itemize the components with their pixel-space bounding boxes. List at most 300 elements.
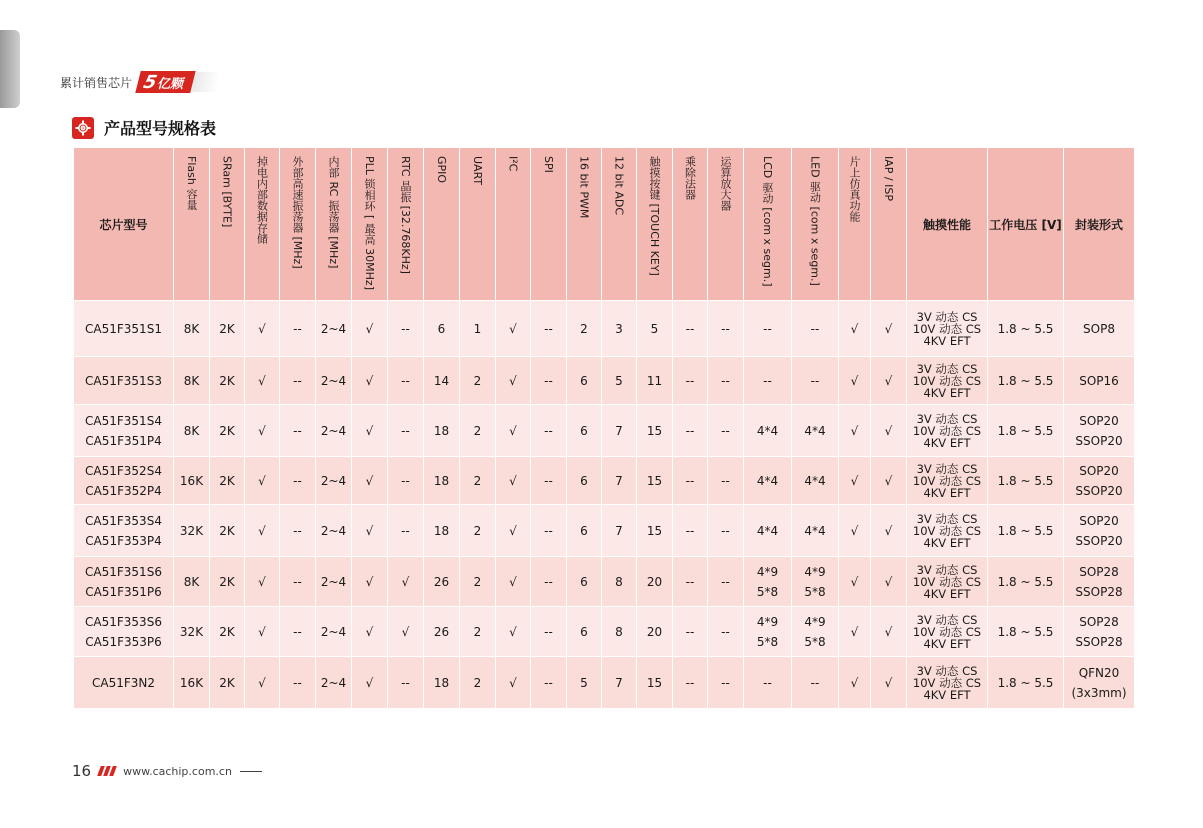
cell-i2c: √ <box>496 301 531 357</box>
cell-package <box>1064 607 1135 657</box>
cell-opamp: -- <box>708 557 744 607</box>
cell-ext-osc: -- <box>280 557 316 607</box>
cell-adc: 3 <box>602 301 637 357</box>
cell-touch-key: 15 <box>637 657 673 709</box>
cell-spi: -- <box>531 457 567 505</box>
cell-touch-perf-line: 3V 动态 CS <box>916 612 978 627</box>
cell-flash: 32K <box>174 607 210 657</box>
cell-led-line: -- <box>810 321 820 336</box>
cell-lcd-line: -- <box>763 675 772 690</box>
cell-rtc: √ <box>388 557 424 607</box>
cell-led <box>792 357 839 405</box>
cell-ext-osc: -- <box>280 607 316 657</box>
cell-touch-perf-line: 10V 动态 CS <box>912 624 982 639</box>
cell-touch-perf-line: 10V 动态 CS <box>912 321 982 336</box>
cell-touch-perf-line: 4KV EFT <box>923 535 971 550</box>
cell-pwm: 2 <box>567 301 602 357</box>
cell-touch-perf-line: 4KV EFT <box>923 586 971 601</box>
column-header: GPIO <box>424 148 460 301</box>
header <box>60 71 219 93</box>
cell-sram: 2K <box>210 301 245 357</box>
cell-ocd: √ <box>839 405 871 457</box>
cell-pwm: 6 <box>567 505 602 557</box>
cell-touch-key: 5 <box>637 301 673 357</box>
cell-uart: 2 <box>460 457 496 505</box>
cell-ext-osc: -- <box>280 505 316 557</box>
cell-touch-key: 20 <box>637 557 673 607</box>
cell-pll: √ <box>352 505 388 557</box>
cell-iap: √ <box>871 457 907 505</box>
cell-rc-osc: 2~4 <box>316 301 352 357</box>
stripes-logo-icon <box>99 766 115 776</box>
cell-voltage: 1.8 ~ 5.5 <box>988 557 1064 607</box>
cell-pwm: 6 <box>567 405 602 457</box>
table-row <box>74 357 1135 405</box>
cell-model-line: CA51F353P6 <box>85 634 162 649</box>
cell-opamp: -- <box>708 301 744 357</box>
cell-ocd: √ <box>839 457 871 505</box>
column-header: 内部 RC 振荡器 [MHz] <box>316 148 352 301</box>
cell-spi: -- <box>531 357 567 405</box>
cell-flash: 16K <box>174 457 210 505</box>
cell-gpio: 6 <box>424 301 460 357</box>
cell-model-line: CA51F351S3 <box>85 373 162 388</box>
cell-muldiv: -- <box>673 557 708 607</box>
cell-lcd-line: 4*4 <box>756 423 779 438</box>
cell-pwm: 5 <box>567 657 602 709</box>
badge-text: 亿颗 <box>156 76 186 92</box>
cell-pwm: 6 <box>567 457 602 505</box>
cell-led-line: -- <box>810 675 820 690</box>
cell-spi: -- <box>531 301 567 357</box>
cell-touch-perf-line: 4KV EFT <box>923 485 971 500</box>
cell-rtc: -- <box>388 657 424 709</box>
cell-opamp: -- <box>708 657 744 709</box>
cell-gpio: 18 <box>424 457 460 505</box>
gear-icon <box>72 117 94 139</box>
cell-flash: 8K <box>174 357 210 405</box>
cell-spi: -- <box>531 505 567 557</box>
cell-lcd <box>744 301 792 357</box>
cell-touch-perf <box>907 405 988 457</box>
cell-touch-key: 20 <box>637 607 673 657</box>
cell-muldiv: -- <box>673 657 708 709</box>
cell-spi: -- <box>531 557 567 607</box>
cell-i2c: √ <box>496 557 531 607</box>
website-url: www.cachip.com.cn <box>123 764 232 778</box>
cell-pll: √ <box>352 607 388 657</box>
cell-touch-perf <box>907 505 988 557</box>
column-header: 片上仿真功能 <box>839 148 871 301</box>
cell-pll: √ <box>352 557 388 607</box>
column-header: 触摸性能 <box>907 148 988 301</box>
cell-touch-perf-line: 4KV EFT <box>923 333 971 348</box>
cell-pll: √ <box>352 357 388 405</box>
cell-touch-perf-line: 4KV EFT <box>923 687 971 702</box>
column-header: 16 bit PWM <box>567 148 602 301</box>
cell-lcd <box>744 657 792 709</box>
cell-lcd-line: 5*8 <box>756 634 779 649</box>
cell-lcd <box>744 505 792 557</box>
cell-touch-key: 11 <box>637 357 673 405</box>
spec-table <box>73 147 1135 709</box>
cell-led-line: 4*9 <box>804 564 826 579</box>
cell-rtc: √ <box>388 607 424 657</box>
cell-uart: 2 <box>460 607 496 657</box>
column-header: 工作电压 [V] <box>988 148 1064 301</box>
cell-model-line: CA51F353P4 <box>85 533 162 548</box>
cell-rc-osc: 2~4 <box>316 457 352 505</box>
cell-adc: 8 <box>602 557 637 607</box>
cell-muldiv: -- <box>673 457 708 505</box>
cell-package <box>1064 505 1135 557</box>
cell-package <box>1064 357 1135 405</box>
cell-package-line: SSOP20 <box>1075 533 1123 548</box>
cell-package-line: (3x3mm) <box>1071 685 1127 700</box>
cell-led-line: 5*8 <box>804 634 826 649</box>
table-row <box>74 301 1135 357</box>
cell-model-line: CA51F351P6 <box>85 584 162 599</box>
cell-model-line: CA51F351S4 <box>85 413 162 428</box>
cell-lcd-line: 4*9 <box>756 614 779 629</box>
cell-muldiv: -- <box>673 505 708 557</box>
page-number: 16 <box>72 762 92 780</box>
cell-touch-perf-line: 3V 动态 CS <box>916 663 978 678</box>
cell-iap: √ <box>871 405 907 457</box>
cell-led-line: 4*4 <box>804 523 826 538</box>
cell-touch-perf-line: 4KV EFT <box>923 385 971 400</box>
cell-sram: 2K <box>210 557 245 607</box>
cell-touch-perf-line: 10V 动态 CS <box>912 523 982 538</box>
divider <box>240 771 262 772</box>
cell-ext-osc: -- <box>280 457 316 505</box>
cell-rc-osc: 2~4 <box>316 357 352 405</box>
column-header: SRam [BYTE] <box>210 148 245 301</box>
cell-spi: -- <box>531 657 567 709</box>
cell-model-line: CA51F352S4 <box>85 463 162 478</box>
cell-led <box>792 557 839 607</box>
cell-sram: 2K <box>210 405 245 457</box>
cell-pwm: 6 <box>567 557 602 607</box>
table-row <box>74 405 1135 457</box>
column-header: 12 bit ADC <box>602 148 637 301</box>
cell-uart: 2 <box>460 557 496 607</box>
cell-lcd-line: 4*4 <box>756 473 779 488</box>
cell-rc-osc: 2~4 <box>316 657 352 709</box>
column-header: 运算放大器 <box>708 148 744 301</box>
cell-package-line: QFN20 <box>1078 665 1120 680</box>
cell-muldiv: -- <box>673 607 708 657</box>
cell-model <box>74 557 174 607</box>
cell-led-line: 5*8 <box>804 584 826 599</box>
cell-ext-osc: -- <box>280 657 316 709</box>
cell-led <box>792 405 839 457</box>
badge-tail-decoration <box>190 72 221 92</box>
cell-i2c: √ <box>496 657 531 709</box>
cell-flash: 8K <box>174 405 210 457</box>
cell-package-line: SSOP28 <box>1075 634 1123 649</box>
cell-lcd-line: -- <box>763 321 772 336</box>
cell-i2c: √ <box>496 457 531 505</box>
cell-adc: 7 <box>602 457 637 505</box>
column-header: LCD 驱动 [com x segm.] <box>744 148 792 301</box>
cell-touch-perf-line: 10V 动态 CS <box>912 423 982 438</box>
cell-iap: √ <box>871 557 907 607</box>
column-header: 乘除法器 <box>673 148 708 301</box>
cell-uart: 2 <box>460 505 496 557</box>
cell-package <box>1064 405 1135 457</box>
cell-opamp: -- <box>708 357 744 405</box>
column-header: Flash 容量 <box>174 148 210 301</box>
cell-model <box>74 301 174 357</box>
cell-touch-key: 15 <box>637 457 673 505</box>
cell-rtc: -- <box>388 357 424 405</box>
cell-uart: 1 <box>460 301 496 357</box>
cell-i2c: √ <box>496 607 531 657</box>
cell-voltage: 1.8 ~ 5.5 <box>988 607 1064 657</box>
cell-package <box>1064 457 1135 505</box>
cell-eeprom: √ <box>245 505 280 557</box>
table-row <box>74 457 1135 505</box>
column-header: RTC 晶振 [32.768KHz] <box>388 148 424 301</box>
column-header: PLL 锁相环 [ 最高 30MHz] <box>352 148 388 301</box>
cell-ext-osc: -- <box>280 357 316 405</box>
cell-ocd: √ <box>839 505 871 557</box>
cell-led <box>792 301 839 357</box>
table-row <box>74 557 1135 607</box>
cell-gpio: 18 <box>424 657 460 709</box>
column-header: SPI <box>531 148 567 301</box>
cell-i2c: √ <box>496 357 531 405</box>
cell-i2c: √ <box>496 405 531 457</box>
page-title: 产品型号规格表 <box>104 119 217 138</box>
cell-sram: 2K <box>210 505 245 557</box>
cell-package-line: SOP28 <box>1079 564 1119 579</box>
cell-package-line: SOP20 <box>1079 463 1119 478</box>
column-header: IAP / ISP <box>871 148 907 301</box>
cell-package <box>1064 557 1135 607</box>
table-row <box>74 505 1135 557</box>
cell-touch-key: 15 <box>637 405 673 457</box>
cell-flash: 32K <box>174 505 210 557</box>
cell-led-line: 4*9 <box>804 614 826 629</box>
cell-iap: √ <box>871 505 907 557</box>
cell-uart: 2 <box>460 405 496 457</box>
cell-eeprom: √ <box>245 457 280 505</box>
cell-touch-perf-line: 4KV EFT <box>923 435 971 450</box>
sales-badge <box>135 71 195 93</box>
cell-muldiv: -- <box>673 301 708 357</box>
cell-ocd: √ <box>839 357 871 405</box>
column-header: 外部高速振荡器 [MHz] <box>280 148 316 301</box>
cell-lcd-line: 4*9 <box>756 564 779 579</box>
cell-i2c: √ <box>496 505 531 557</box>
cell-muldiv: -- <box>673 405 708 457</box>
cell-touch-key: 15 <box>637 505 673 557</box>
cell-opamp: -- <box>708 505 744 557</box>
cell-model-line: CA51F351S6 <box>85 564 162 579</box>
cell-pll: √ <box>352 405 388 457</box>
cell-touch-perf-line: 10V 动态 CS <box>912 574 982 589</box>
cell-ext-osc: -- <box>280 405 316 457</box>
cell-flash: 8K <box>174 557 210 607</box>
column-header: 触摸按键 [TOUCH KEY] <box>637 148 673 301</box>
cell-lcd <box>744 607 792 657</box>
cell-model-line: CA51F353S6 <box>85 614 162 629</box>
cell-touch-perf-line: 3V 动态 CS <box>916 361 978 376</box>
cell-package-line: SOP20 <box>1079 413 1119 428</box>
cell-flash: 16K <box>174 657 210 709</box>
cell-package-line: SSOP20 <box>1075 433 1123 448</box>
column-header: 掉电内部数据存储 <box>245 148 280 301</box>
cell-rc-osc: 2~4 <box>316 557 352 607</box>
cell-eeprom: √ <box>245 557 280 607</box>
cell-touch-perf <box>907 657 988 709</box>
cell-touch-perf-line: 10V 动态 CS <box>912 473 982 488</box>
cell-touch-perf-line: 3V 动态 CS <box>916 461 978 476</box>
cell-sram: 2K <box>210 657 245 709</box>
cell-spi: -- <box>531 405 567 457</box>
cell-sram: 2K <box>210 357 245 405</box>
cell-iap: √ <box>871 607 907 657</box>
cell-led <box>792 505 839 557</box>
cell-sram: 2K <box>210 457 245 505</box>
cell-voltage: 1.8 ~ 5.5 <box>988 505 1064 557</box>
cell-voltage: 1.8 ~ 5.5 <box>988 657 1064 709</box>
cell-voltage: 1.8 ~ 5.5 <box>988 405 1064 457</box>
cell-package-line: SOP28 <box>1079 614 1119 629</box>
cell-package-line: SOP20 <box>1079 513 1119 528</box>
cell-pll: √ <box>352 457 388 505</box>
header-text: 累计销售芯片 <box>60 75 133 90</box>
column-header: 芯片型号 <box>74 148 174 301</box>
cell-model <box>74 607 174 657</box>
cell-iap: √ <box>871 357 907 405</box>
cell-touch-perf-line: 3V 动态 CS <box>916 562 978 577</box>
cell-rtc: -- <box>388 505 424 557</box>
cell-ocd: √ <box>839 301 871 357</box>
cell-gpio: 18 <box>424 405 460 457</box>
cell-adc: 8 <box>602 607 637 657</box>
cell-uart: 2 <box>460 357 496 405</box>
cell-led <box>792 607 839 657</box>
cell-ocd: √ <box>839 557 871 607</box>
cell-touch-perf <box>907 357 988 405</box>
cell-eeprom: √ <box>245 301 280 357</box>
cell-package-line: SOP16 <box>1079 373 1119 388</box>
cell-led <box>792 457 839 505</box>
cell-led-line: 4*4 <box>804 423 826 438</box>
cell-led <box>792 657 839 709</box>
column-header: UART <box>460 148 496 301</box>
cell-rc-osc: 2~4 <box>316 505 352 557</box>
badge-number: 5 <box>141 71 160 93</box>
cell-adc: 7 <box>602 405 637 457</box>
cell-led-line: -- <box>810 373 820 388</box>
cell-pwm: 6 <box>567 357 602 405</box>
cell-touch-perf-line: 3V 动态 CS <box>916 411 978 426</box>
cell-led-line: 4*4 <box>804 473 826 488</box>
cell-spi: -- <box>531 607 567 657</box>
cell-model <box>74 657 174 709</box>
cell-iap: √ <box>871 301 907 357</box>
table-row <box>74 607 1135 657</box>
cell-adc: 5 <box>602 357 637 405</box>
cell-flash: 8K <box>174 301 210 357</box>
cell-touch-perf-line: 3V 动态 CS <box>916 309 978 324</box>
cell-model-line: CA51F351P4 <box>85 433 162 448</box>
cell-model-line: CA51F353S4 <box>85 513 162 528</box>
footer <box>72 762 262 780</box>
cell-pwm: 6 <box>567 607 602 657</box>
table-row <box>74 657 1135 709</box>
cell-sram: 2K <box>210 607 245 657</box>
cell-ocd: √ <box>839 657 871 709</box>
cell-model <box>74 405 174 457</box>
cell-model <box>74 457 174 505</box>
cell-touch-perf <box>907 457 988 505</box>
cell-gpio: 14 <box>424 357 460 405</box>
cell-gpio: 18 <box>424 505 460 557</box>
table-header-row <box>74 148 1135 301</box>
column-header: LED 驱动 [com x segm.] <box>792 148 839 301</box>
cell-ocd: √ <box>839 607 871 657</box>
cell-model-line: CA51F352P4 <box>85 483 162 498</box>
cell-eeprom: √ <box>245 607 280 657</box>
cell-lcd-line: 4*4 <box>756 523 779 538</box>
cell-model-line: CA51F3N2 <box>91 675 155 690</box>
cell-model <box>74 357 174 405</box>
cell-lcd <box>744 557 792 607</box>
cell-eeprom: √ <box>245 657 280 709</box>
cell-adc: 7 <box>602 505 637 557</box>
cell-lcd <box>744 405 792 457</box>
cell-opamp: -- <box>708 405 744 457</box>
cell-uart: 2 <box>460 657 496 709</box>
cell-rtc: -- <box>388 457 424 505</box>
cell-rc-osc: 2~4 <box>316 405 352 457</box>
column-header: 封装形式 <box>1064 148 1135 301</box>
cell-eeprom: √ <box>245 405 280 457</box>
section-heading <box>72 116 216 139</box>
cell-touch-perf-line: 10V 动态 CS <box>912 675 982 690</box>
cell-lcd <box>744 357 792 405</box>
cell-opamp: -- <box>708 607 744 657</box>
cell-pll: √ <box>352 657 388 709</box>
cell-rtc: -- <box>388 301 424 357</box>
cell-touch-perf-line: 3V 动态 CS <box>916 511 978 526</box>
cell-rc-osc: 2~4 <box>316 607 352 657</box>
cell-muldiv: -- <box>673 357 708 405</box>
cell-lcd <box>744 457 792 505</box>
cell-touch-perf <box>907 301 988 357</box>
cell-touch-perf <box>907 607 988 657</box>
cell-iap: √ <box>871 657 907 709</box>
cell-gpio: 26 <box>424 557 460 607</box>
cell-lcd-line: 5*8 <box>756 584 779 599</box>
cell-rtc: -- <box>388 405 424 457</box>
cell-ext-osc: -- <box>280 301 316 357</box>
cell-package <box>1064 657 1135 709</box>
cell-pll: √ <box>352 301 388 357</box>
cell-adc: 7 <box>602 657 637 709</box>
cell-voltage: 1.8 ~ 5.5 <box>988 457 1064 505</box>
cell-voltage: 1.8 ~ 5.5 <box>988 301 1064 357</box>
cell-package-line: SSOP28 <box>1075 584 1123 599</box>
cell-touch-perf <box>907 557 988 607</box>
cell-gpio: 26 <box>424 607 460 657</box>
page-edge-tab <box>0 30 20 108</box>
